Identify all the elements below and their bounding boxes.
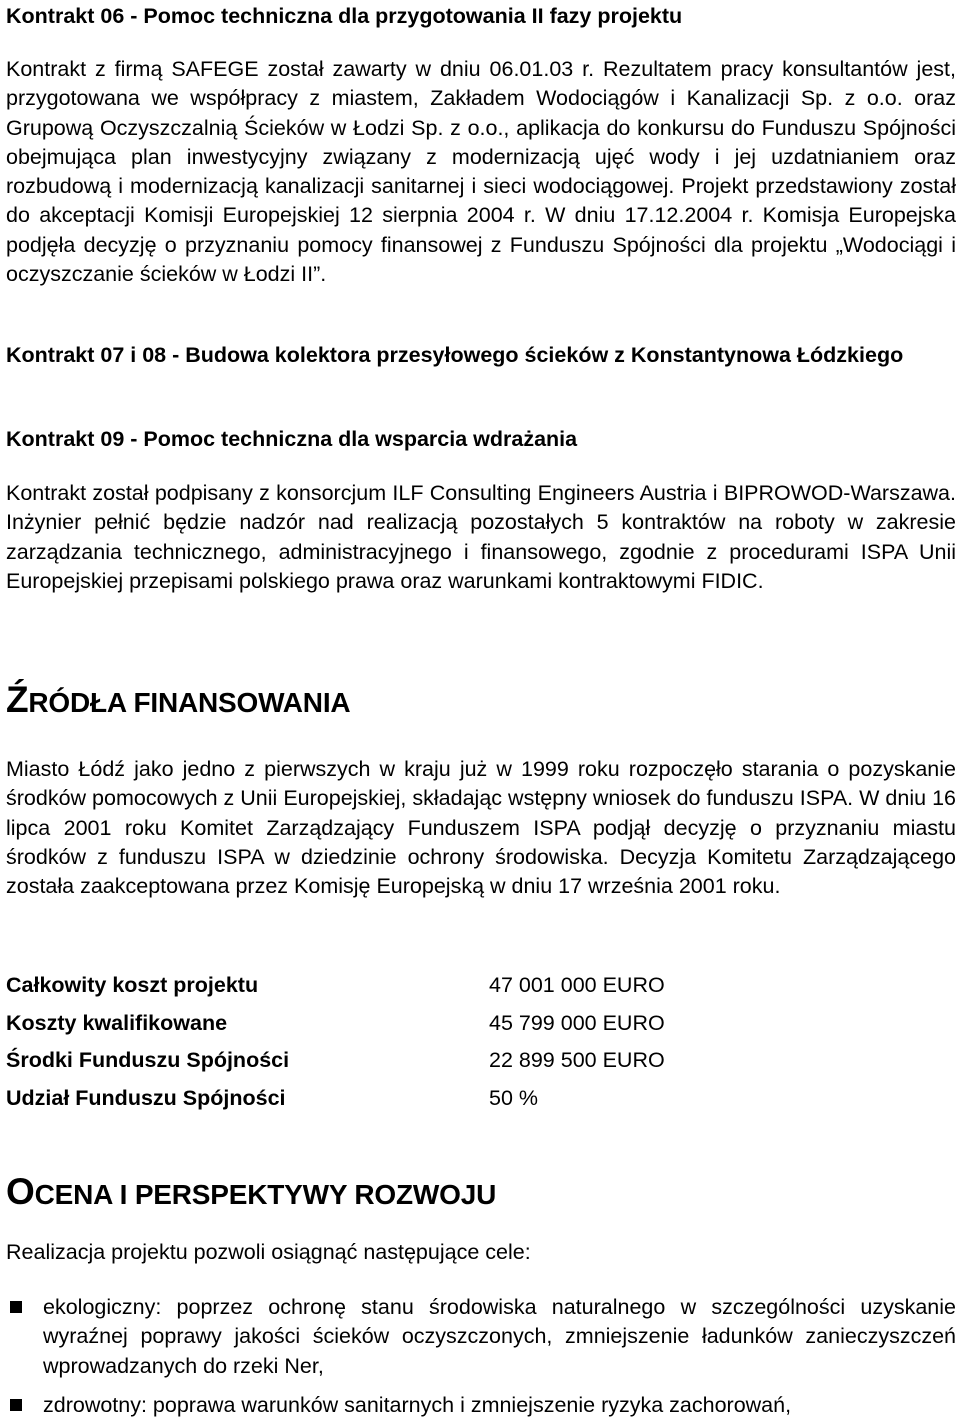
cost-row	[6, 1080, 665, 1118]
contract-07-08-heading: Kontrakt 07 i 08 - Budowa kolektora przesyłowego ścieków z Konstantynowa Łódzkiego	[6, 343, 904, 367]
goal-text: zdrowotny: poprawa warunków sanitarnych i zmniejszenie ryzyka zachorowań,	[43, 1392, 792, 1417]
evaluation-section-title	[6, 1171, 497, 1212]
funding-section-title	[6, 679, 351, 720]
contract-06-text: Kontrakt z firmą SAFEGE został zawarty w dniu 06.01.03 r. Rezultatem pracy konsultantów jest, przygotowana we współpracy z miastem, Zakładem Wodociągów i Kanalizacji Sp. z o.o. oraz Grupową Oczyszczalnią Ścieków w Łodzi Sp. z o.o., aplikacja do konkursu do Funduszu Spójności obejmująca plan inwestycyjny związany z modernizacją ujęć wody i jej uzdatnianiem oraz rozbudową i modernizacją kanalizacji sanitarnej i sieci wodociągowej. Projekt przedstawiony został do akceptacji Komisji Europejskiej 12 sierpnia 2004 r. W dniu 17.12.2004 r. Komisja Europejska podjęła decyzję o przyznaniu pomocy finansowej z Funduszu Spójności dla projektu „Wodociągi i oczyszczanie ścieków w Łodzi II”.	[6, 57, 956, 287]
cost-row	[6, 1005, 665, 1043]
list-item	[6, 1293, 956, 1381]
funding-text: Miasto Łódź jako jedno z pierwszych w kraju już w 1999 roku rozpoczęło starania o pozyskanie środków pomocowych z Unii Europejskiej, składając wstępny wniosek do funduszu ISPA. W dniu 16 lipca 2001 roku Komitet Zarządzający Funduszem ISPA podjął decyzję o przyznaniu miastu środków z funduszu ISPA w dziedzinie ochrony środowiska. Decyzja Komitetu Zarządzającego została zaakceptowana przez Komisję Europejską w dniu 17 września 2001 roku.	[6, 757, 956, 899]
evaluation-intro: Realizacja projektu pozwoli osiągnąć następujące cele:	[6, 1240, 531, 1264]
cost-row	[6, 967, 665, 1005]
cost-label: Koszty kwalifikowane	[6, 1010, 228, 1035]
contract-06-heading: Kontrakt 06 - Pomoc techniczna dla przygotowania II fazy projektu	[6, 4, 683, 28]
cost-value: 45 799 000 EURO	[489, 1010, 665, 1035]
funding-title-rest: RÓDŁA FINANSOWANIA	[28, 687, 351, 718]
evaluation-title-initial: O	[6, 1171, 35, 1212]
square-bullet-icon	[10, 1301, 22, 1313]
cost-table	[6, 967, 665, 1117]
cost-row	[6, 1042, 665, 1080]
list-item	[6, 1391, 956, 1420]
cost-label: Całkowity koszt projektu	[6, 973, 259, 998]
contract-09-text: Kontrakt został podpisany z konsorcjum ILF Consulting Engineers Austria i BIPROWOD-Warszawa. Inżynier pełnić będzie nadzór nad realizacją pozostałych 5 kontraktów na roboty w zakresie zarządzania technicznego, administracyjnego i finansowego, zgodnie z procedurami ISPA Unii Europejskiej przepisami polskiego prawa oraz warunkami kontraktowymi FIDIC.	[6, 481, 956, 593]
cost-value: 47 001 000 EURO	[489, 973, 665, 998]
cost-value: 22 899 500 EURO	[489, 1048, 665, 1073]
goals-list	[6, 1293, 956, 1420]
cost-label: Udział Funduszu Spójności	[6, 1085, 286, 1110]
funding-title-initial: Ź	[6, 679, 29, 720]
evaluation-title-rest: CENA I PERSPEKTYWY ROZWOJU	[34, 1179, 497, 1210]
square-bullet-icon	[10, 1399, 22, 1411]
cost-value: 50 %	[489, 1085, 539, 1110]
goal-text: ekologiczny: poprzez ochronę stanu środowiska naturalnego w szczególności uzyskanie wyraźnej poprawy jakości ścieków oczyszczonych, zmniejszenie ładunków zanieczyszczeń wprowadzanych do rzeki Ner,	[43, 1295, 956, 1378]
cost-label: Środki Funduszu Spójności	[6, 1048, 290, 1073]
contract-09-heading: Kontrakt 09 - Pomoc techniczna dla wsparcia wdrażania	[6, 427, 578, 451]
